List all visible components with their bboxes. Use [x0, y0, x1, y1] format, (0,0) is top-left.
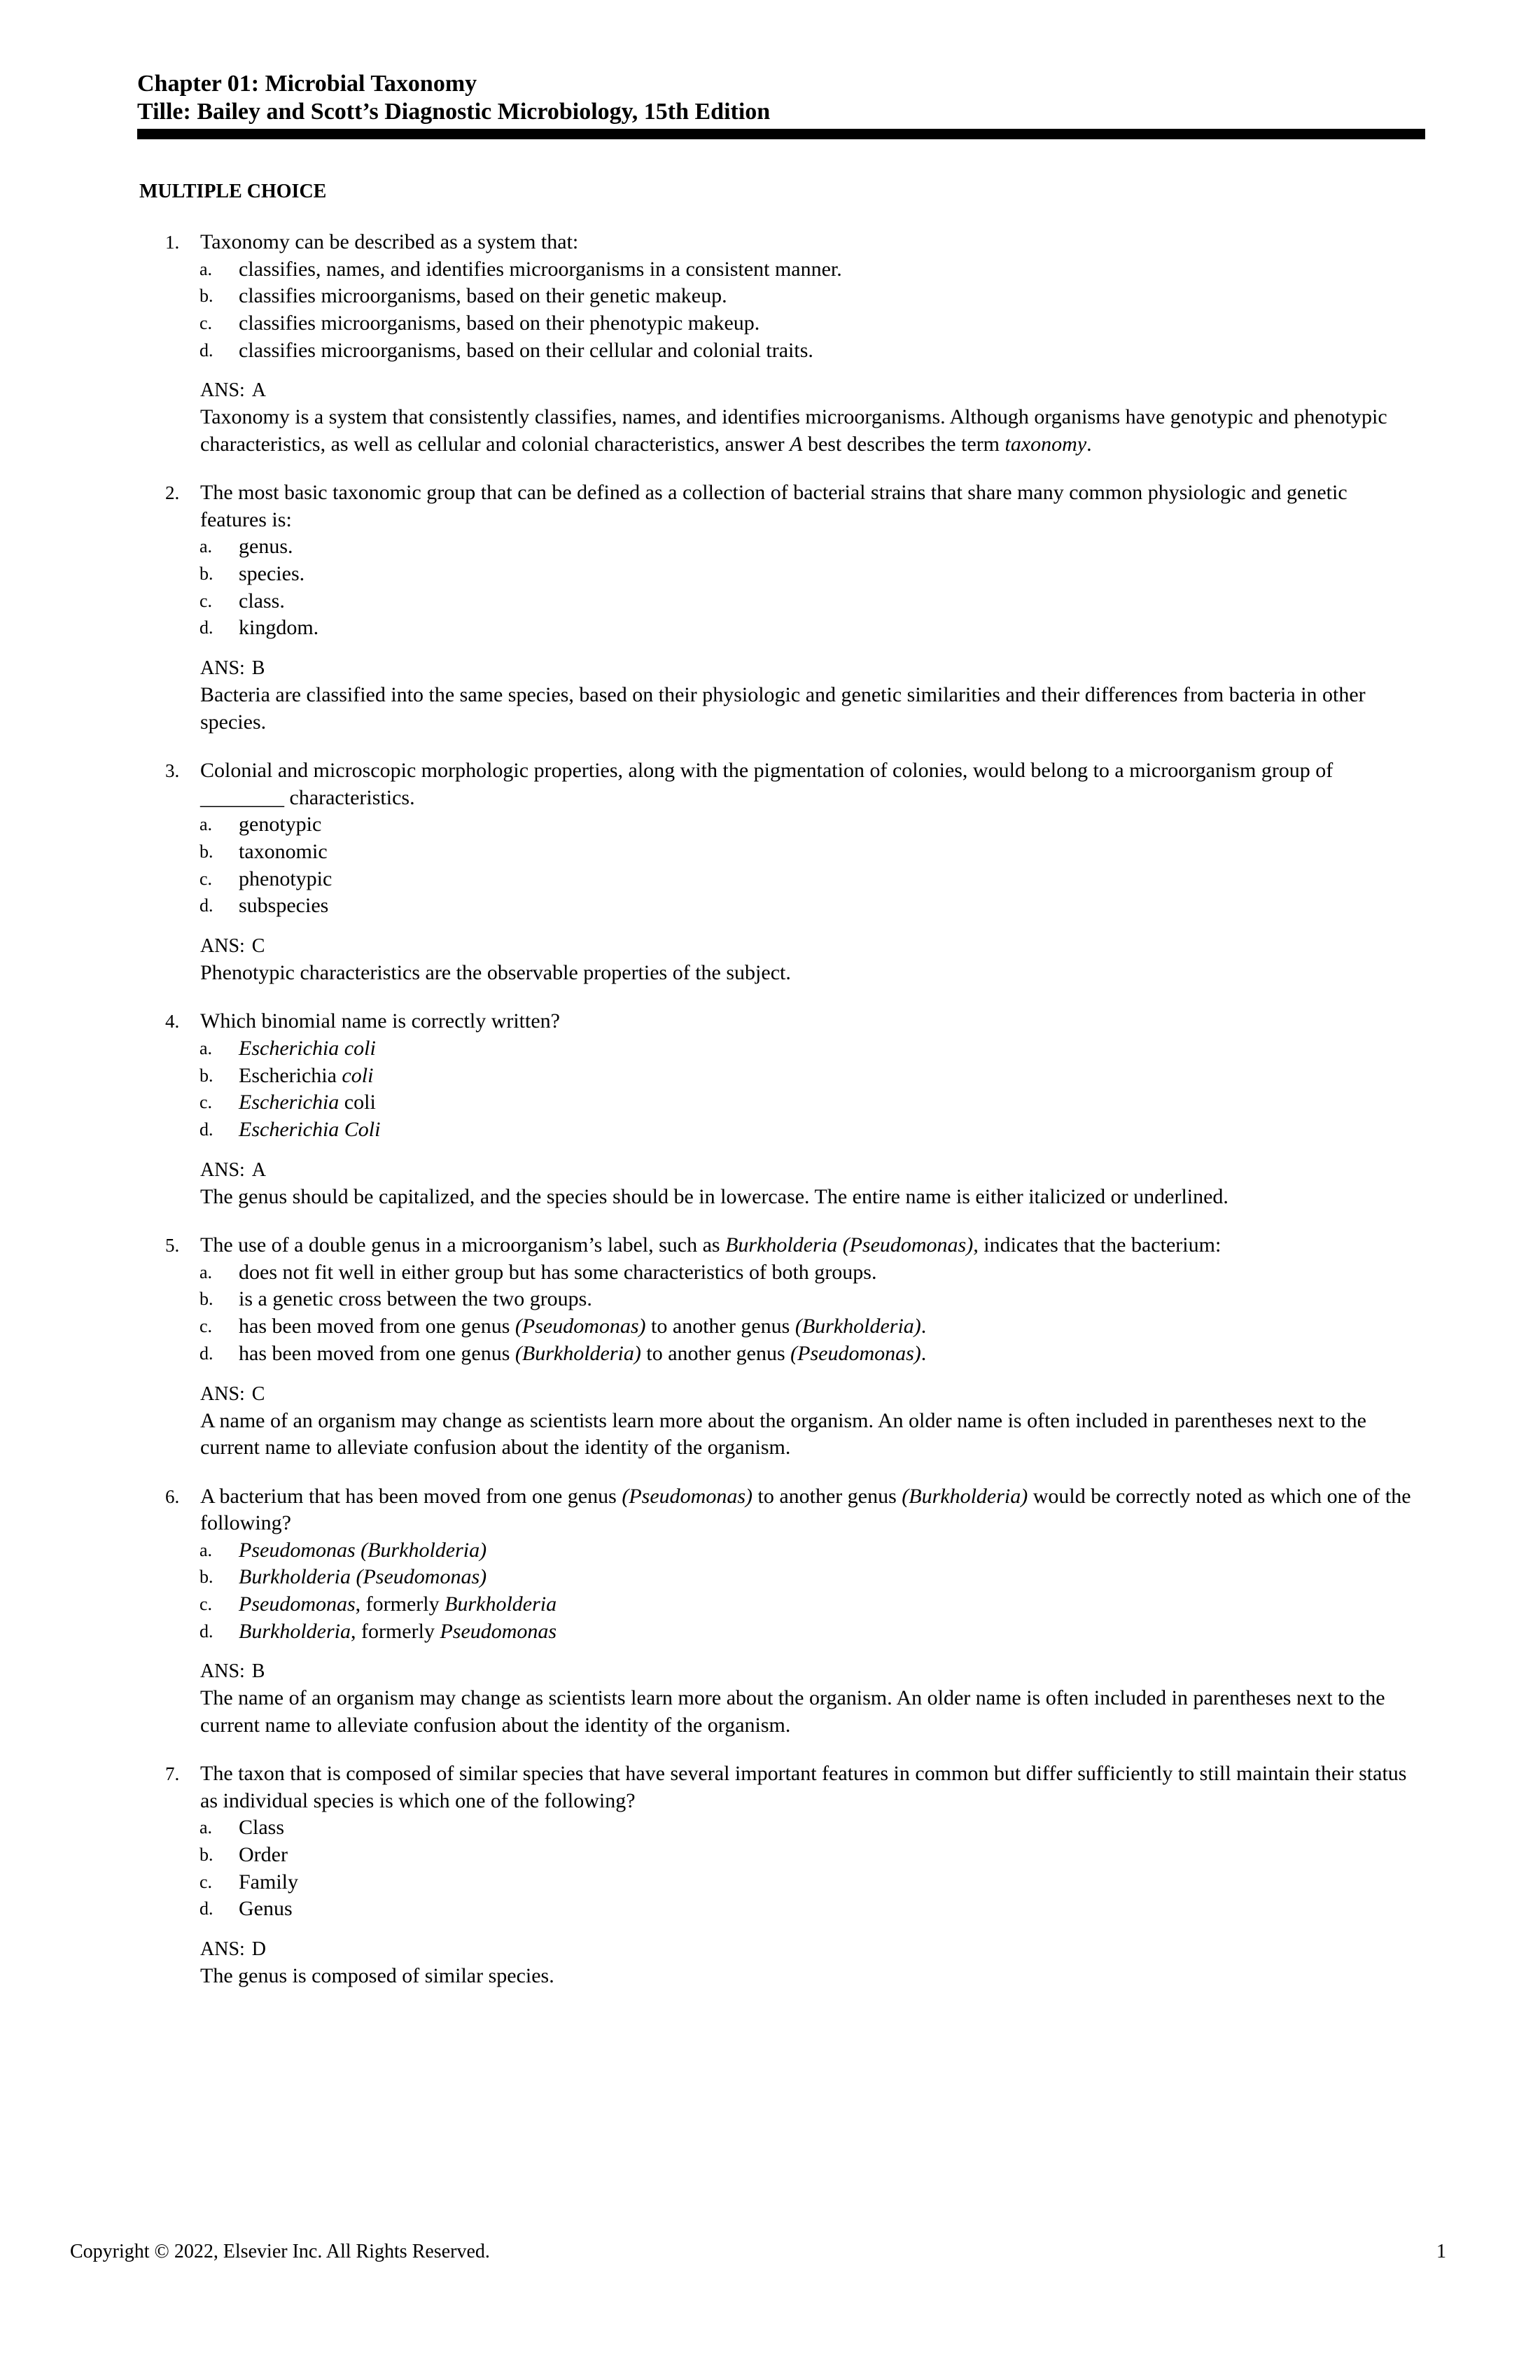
answer-key [200, 377, 1540, 404]
rationale: Bacteria are classified into the same species, based on their physiologic and genetic similarities and their differences from bacteria in other species. [200, 683, 1366, 734]
question-number: 6. [165, 1485, 180, 1507]
option-d [0, 1116, 1540, 1144]
italic-text: Escherichia Coli [239, 1118, 381, 1142]
option-d [0, 1340, 1540, 1368]
rationale: A name of an organism may change as scientists learn more about the organism. An older name is often included in parentheses next to the current name to alleviate confusion about the identity of the organism. [200, 1408, 1366, 1460]
option-letter: c. [200, 312, 213, 333]
answer-value: B [251, 1660, 265, 1683]
italic-text: (Burkholderia) [902, 1484, 1028, 1508]
option-text [239, 1591, 1540, 1618]
option-a [0, 1035, 1540, 1063]
option-letter: b. [200, 564, 214, 584]
book-title: Tille: Bailey and Scott’s Diagnostic Microbiology, 15th Edition [137, 99, 771, 125]
option-text [239, 1537, 1540, 1564]
rationale: The name of an organism may change as scientists learn more about the organism. An older name is often included in parentheses next to the current name to alleviate confusion about the identity of the organism. [200, 1686, 1385, 1737]
option-text [239, 1340, 1540, 1368]
answer-key [200, 933, 1540, 960]
answer-value: A [251, 1158, 267, 1181]
option-letter: a. [200, 1037, 213, 1058]
option-letter: c. [200, 868, 213, 889]
rationale-text: best describes the term [802, 432, 1005, 456]
italic-text: Burkholderia [239, 1619, 351, 1643]
answer-label: ANS: [200, 379, 245, 402]
option-text: Order [239, 1843, 288, 1867]
question-2 [0, 479, 1540, 736]
option-letter: b. [200, 1844, 214, 1865]
header-rule [137, 129, 1425, 139]
question-number: 3. [165, 760, 180, 782]
question-5 [0, 1232, 1540, 1461]
rationale [200, 404, 1418, 458]
option-a [0, 533, 1540, 561]
answer-label: ANS: [200, 1660, 245, 1683]
question-list [0, 229, 1540, 1990]
plain-text: indicates that the bacterium: [978, 1233, 1222, 1257]
answer-value: B [251, 657, 265, 680]
option-letter: c. [200, 1316, 213, 1337]
option-text: subspecies [239, 894, 329, 918]
option-a [0, 1259, 1540, 1287]
option-c [0, 1869, 1540, 1896]
option-letter: d. [200, 895, 214, 916]
plain-text: . [920, 1315, 927, 1338]
rationale-text: Taxonomy is a system that consistently classifies, names, and identifies microorganisms. Although organisms have genotypic and phenotypic characteristics, as well as cellular and colonial characteristics, answer [200, 405, 1387, 456]
option-text: classifies microorganisms, based on their phenotypic makeup. [239, 311, 760, 335]
option-text [239, 1035, 1540, 1063]
option-text: classifies microorganisms, based on their genetic makeup. [239, 284, 727, 308]
option-text: Class [239, 1816, 285, 1840]
option-a [0, 1537, 1540, 1564]
italic-text: Burkholderia [444, 1592, 557, 1616]
option-d [0, 1896, 1540, 1923]
plain-text: has been moved from one genus [239, 1341, 515, 1365]
rationale-emphasis: A [790, 432, 803, 456]
option-c [0, 866, 1540, 893]
question-text: Which binomial name is correctly written? [200, 1009, 560, 1033]
option-letter: a. [200, 1539, 213, 1560]
answer-key [200, 1157, 1540, 1184]
rationale: The genus should be capitalized, and the species should be in lowercase. The entire name is either italicized or underlined. [200, 1184, 1228, 1208]
option-letter: d. [200, 1898, 214, 1919]
copyright-footer: Copyright © 2022, Elsevier Inc. All Rights Reserved. [70, 2241, 490, 2262]
rationale-text: . [1086, 432, 1092, 456]
italic-text: Escherichia coli [239, 1036, 376, 1060]
answer-label: ANS: [200, 1382, 245, 1405]
option-d [0, 615, 1540, 642]
option-text: taxonomic [239, 839, 328, 863]
italic-text: Burkholderia (Pseudomonas), [725, 1233, 979, 1257]
option-text: phenotypic [239, 867, 332, 890]
option-d [0, 1618, 1540, 1646]
answer-label: ANS: [200, 1158, 245, 1181]
option-b [0, 283, 1540, 310]
option-letter: a. [200, 814, 213, 835]
chapter-title: Chapter 01: Microbial Taxonomy [137, 71, 477, 97]
italic-text: (Pseudomonas) [514, 1315, 646, 1338]
plain-text: , formerly [355, 1592, 445, 1616]
option-b [0, 1063, 1540, 1090]
option-text: species. [239, 562, 305, 586]
plain-text: A bacterium that has been moved from one genus [200, 1484, 622, 1508]
document-header [137, 70, 1425, 126]
answer-value: A [251, 379, 267, 402]
plain-text: to another genus [640, 1341, 791, 1365]
answer-label: ANS: [200, 934, 245, 957]
option-letter: b. [200, 1065, 214, 1086]
option-text [239, 1089, 1540, 1116]
rationale: Phenotypic characteristics are the observable properties of the subject. [200, 960, 791, 984]
answer-value: C [251, 1382, 265, 1405]
plain-text: to another genus [752, 1484, 902, 1508]
option-b [0, 839, 1540, 866]
answer-label: ANS: [200, 657, 245, 680]
option-c [0, 1313, 1540, 1340]
answer-value: D [251, 1938, 267, 1961]
option-a [0, 256, 1540, 284]
plain-text: , formerly [350, 1619, 440, 1643]
option-letter: a. [200, 1817, 213, 1838]
question-4 [0, 1008, 1540, 1210]
option-letter: b. [200, 841, 214, 862]
plain-text: has been moved from one genus [239, 1315, 515, 1338]
option-b [0, 1564, 1540, 1591]
option-d [0, 892, 1540, 920]
rationale-emphasis: taxonomy [1004, 432, 1087, 456]
plain-text: coli [339, 1091, 376, 1114]
answer-value: C [251, 934, 265, 957]
option-letter: c. [200, 1871, 213, 1892]
option-letter: a. [200, 258, 213, 279]
option-letter: b. [200, 1567, 214, 1588]
option-text: genus. [239, 535, 293, 559]
answer-key [200, 1936, 1540, 1963]
option-letter: a. [200, 536, 213, 557]
option-text [239, 1564, 1540, 1591]
option-letter: d. [200, 617, 214, 638]
option-letter: b. [200, 286, 214, 307]
option-text [239, 1618, 1540, 1646]
option-d [0, 337, 1540, 365]
question-number: 5. [165, 1235, 180, 1256]
option-text: genotypic [239, 813, 322, 836]
answer-label: ANS: [200, 1938, 245, 1961]
option-letter: d. [200, 1620, 214, 1642]
option-letter: b. [200, 1289, 214, 1310]
question-text: The most basic taxonomic group that can be defined as a collection of bacterial strains that share many common physiologic and genetic features is: [200, 481, 1348, 531]
plain-text: to another genus [645, 1315, 795, 1338]
question-7 [0, 1760, 1540, 1989]
option-c [0, 1591, 1540, 1618]
option-b [0, 1286, 1540, 1313]
option-text [239, 1116, 1540, 1144]
option-text: Genus [239, 1897, 293, 1921]
option-letter: c. [200, 590, 213, 611]
answer-key [200, 1381, 1540, 1408]
answer-key [200, 655, 1540, 682]
plain-text: . [920, 1341, 927, 1365]
question-number: 7. [165, 1763, 180, 1785]
question-number: 2. [165, 482, 180, 504]
italic-text: Burkholderia (Pseudomonas) [239, 1565, 487, 1589]
option-letter: a. [200, 1261, 213, 1282]
option-text [239, 1063, 1540, 1090]
italic-text: (Pseudomonas) [790, 1341, 921, 1365]
option-c [0, 588, 1540, 615]
question-text: The taxon that is composed of similar species that have several important features in common but differ sufficiently to still maintain their status as individual species is which one of the following? [200, 1762, 1407, 1812]
plain-text: would be correctly noted as which one of the following? [200, 1484, 1411, 1535]
italic-text: coli [342, 1063, 374, 1087]
option-a [0, 811, 1540, 839]
question-1 [0, 229, 1540, 458]
italic-text: Pseudomonas [440, 1619, 557, 1643]
question-6 [0, 1483, 1540, 1740]
option-letter: d. [200, 1343, 214, 1364]
option-letter: c. [200, 1593, 213, 1614]
question-number: 1. [165, 232, 180, 253]
question-text [200, 1232, 1418, 1259]
option-a [0, 1814, 1540, 1842]
option-letter: d. [200, 340, 214, 360]
question-text: Taxonomy can be described as a system that: [200, 230, 579, 253]
plain-text: Escherichia [239, 1063, 342, 1087]
option-text: does not fit well in either group but has some characteristics of both groups. [239, 1260, 877, 1284]
option-b [0, 561, 1540, 588]
option-text: Family [239, 1870, 299, 1893]
plain-text: The use of a double genus in a microorganism’s label, such as [200, 1233, 726, 1257]
option-c [0, 1089, 1540, 1116]
option-letter: d. [200, 1119, 214, 1140]
italic-text: Pseudomonas [239, 1592, 356, 1616]
option-text [239, 1313, 1540, 1340]
option-letter: c. [200, 1092, 213, 1113]
option-text: kingdom. [239, 616, 319, 640]
page-number: 1 [1436, 2241, 1446, 2262]
italic-text: (Burkholderia) [514, 1341, 641, 1365]
option-text: is a genetic cross between the two groups. [239, 1287, 592, 1311]
option-c [0, 310, 1540, 337]
italic-text: Escherichia [239, 1091, 340, 1114]
question-3 [0, 757, 1540, 986]
question-text: Colonial and microscopic morphologic properties, along with the pigmentation of colonies, would belong to a microorganism group of ________ characteristics. [200, 759, 1334, 809]
option-text: class. [239, 589, 285, 612]
option-text: classifies, names, and identifies microorganisms in a consistent manner. [239, 257, 842, 281]
section-heading: MULTIPLE CHOICE [139, 181, 327, 202]
rationale: The genus is composed of similar species. [200, 1964, 554, 1988]
option-b [0, 1842, 1540, 1869]
italic-text: (Pseudomonas) [622, 1484, 752, 1508]
question-text [200, 1483, 1418, 1537]
italic-text: (Burkholderia) [794, 1315, 921, 1338]
italic-text: Pseudomonas (Burkholderia) [239, 1538, 487, 1562]
answer-key [200, 1658, 1540, 1685]
question-number: 4. [165, 1011, 180, 1032]
option-text: classifies microorganisms, based on their cellular and colonial traits. [239, 338, 813, 362]
